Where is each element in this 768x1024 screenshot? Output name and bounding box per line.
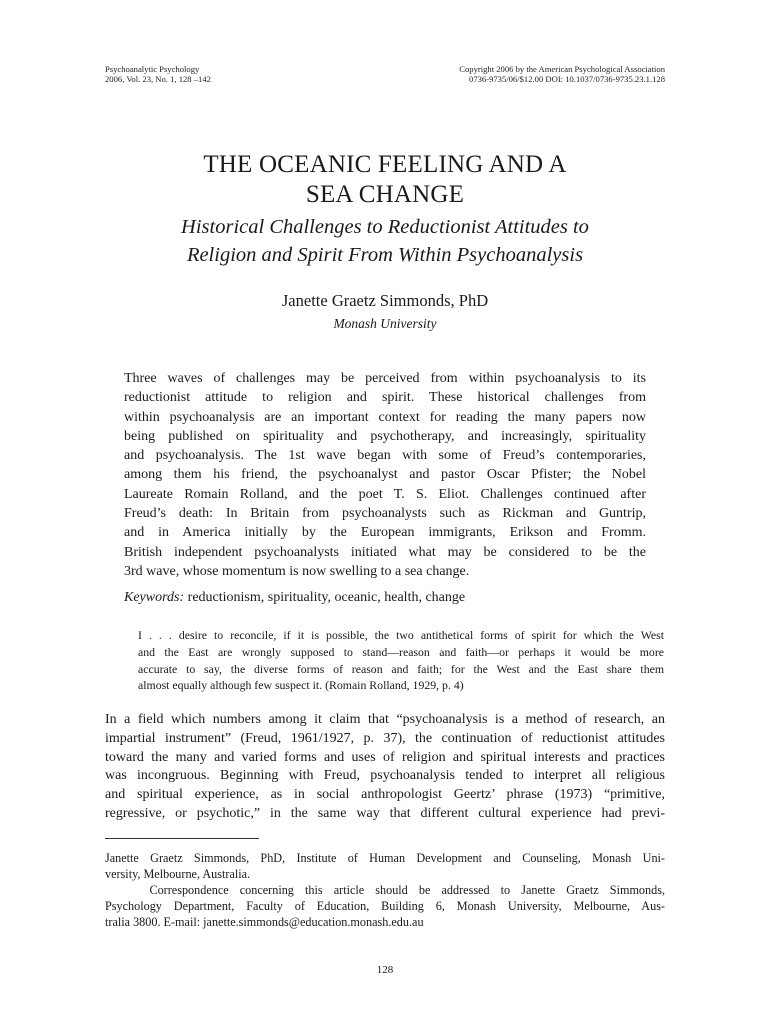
epigraph-line: I . . . desire to reconcile, if it is possible, the two antithetical forms of spirit for which the West [138,628,664,642]
abstract-line: Freud’s death: In Britain from psychoanalysts such as Rickman and Guntrip, [124,506,646,522]
keywords [124,588,646,607]
page-number: 128 [376,964,394,976]
subtitle-line: Historical Challenges to Reductionist Attitudes to [181,216,589,238]
abstract-line: among them his friend, the psychoanalyst and pastor Oscar Pfister; the Nobel [124,467,646,483]
abstract-line: and in America initially by the European immigrants, Erikson and Fromm. [124,525,646,541]
body-line: was incongruous. Beginning with Freud, psychoanalysis tended to interpret all religious [105,768,665,784]
body-line: regressive, or psychotic,” in the same way that different cultural experience had previ- [105,805,665,821]
body-paragraph [105,711,665,824]
epigraph-line: almost equally although few suspect it. (Romain Rolland, 1929, p. 4) [138,678,464,693]
subtitle-line: Religion and Spirit From Within Psychoanalysis [186,244,584,266]
doi-line: 0736-9735/06/$12.00 DOI: 10.1037/0736-9735.23.1.128 [469,74,665,84]
keywords-list: reductionism, spirituality, oceanic, health, change [187,590,466,605]
abstract [124,369,646,581]
keywords-label: Keywords: [124,590,185,605]
body-line: impartial instrument” (Freud, 1961/1927, p. 37), the continuation of reductionist attitudes [105,730,665,746]
title-line: THE OCEANIC FEELING AND A [203,151,567,178]
body-line: In a field which numbers among it claim that “psychoanalysis is a method of research, an [105,712,665,727]
body-line: and spiritual experience, as in social anthropologist Geertz’ phrase (1973) “primitive, [105,787,665,803]
abstract-line: Laureate Romain Rolland, and the poet T. S. Eliot. Challenges continued after [124,486,646,502]
footnote-line: Psychology Department, Faculty of Education, Building 6, Monash University, Melbourne, Aus- [105,898,665,913]
footnote-line: versity, Melbourne, Australia. [105,866,251,881]
author-affiliation: Monash University [333,316,437,331]
epigraph-line: and the East are wrongly supposed to stand—reason and faith—or perhaps it would be more [138,644,664,659]
title-line: SEA CHANGE [305,181,465,208]
body-line: toward the many and varied forms and uses of religion and spiritual interests and practices [105,749,665,765]
abstract-line: Three waves of challenges may be perceived from within psychoanalysis to its [124,371,646,386]
footnote-line: Correspondence concerning this article should be addressed to Janette Graetz Simmonds, [105,882,665,897]
copyright-line: Copyright 2006 by the American Psychological Association [459,64,665,74]
journal-name: Psychoanalytic Psychology [105,64,200,74]
copyright-notice [459,64,665,84]
article-title [105,150,665,210]
abstract-line: and psychoanalysis. The 1st wave began with some of Freud’s contemporaries, [124,448,646,464]
journal-citation [105,64,211,84]
article-subtitle [105,213,665,269]
abstract-line: reductionist attitude to religion and spirit. These historical challenges from [124,390,646,406]
abstract-line: being published on spirituality and psychotherapy, and increasingly, spirituality [124,428,646,444]
author-footnote [105,851,665,931]
abstract-line: within psychoanalysis are an important context for reading the many papers now [124,409,646,425]
journal-volume: 2006, Vol. 23, No. 1, 128 –142 [105,74,211,84]
abstract-line: British independent psychoanalysts initiated what may be considered to be the [124,544,646,560]
abstract-line: 3rd wave, whose momentum is now swelling to a sea change. [124,563,470,579]
epigraph-quote [138,627,664,694]
footnote-divider [105,838,259,839]
epigraph-line: accurate to say, the diverse forms of reason and faith; for the West and the East share them [138,661,664,676]
author-name: Janette Graetz Simmonds, PhD [281,291,489,310]
footnote-line: tralia 3800. E-mail: janette.simmonds@education.monash.edu.au [105,914,424,929]
footnote-line: Janette Graetz Simmonds, PhD, Institute of Human Development and Counseling, Monash Uni- [105,851,665,865]
